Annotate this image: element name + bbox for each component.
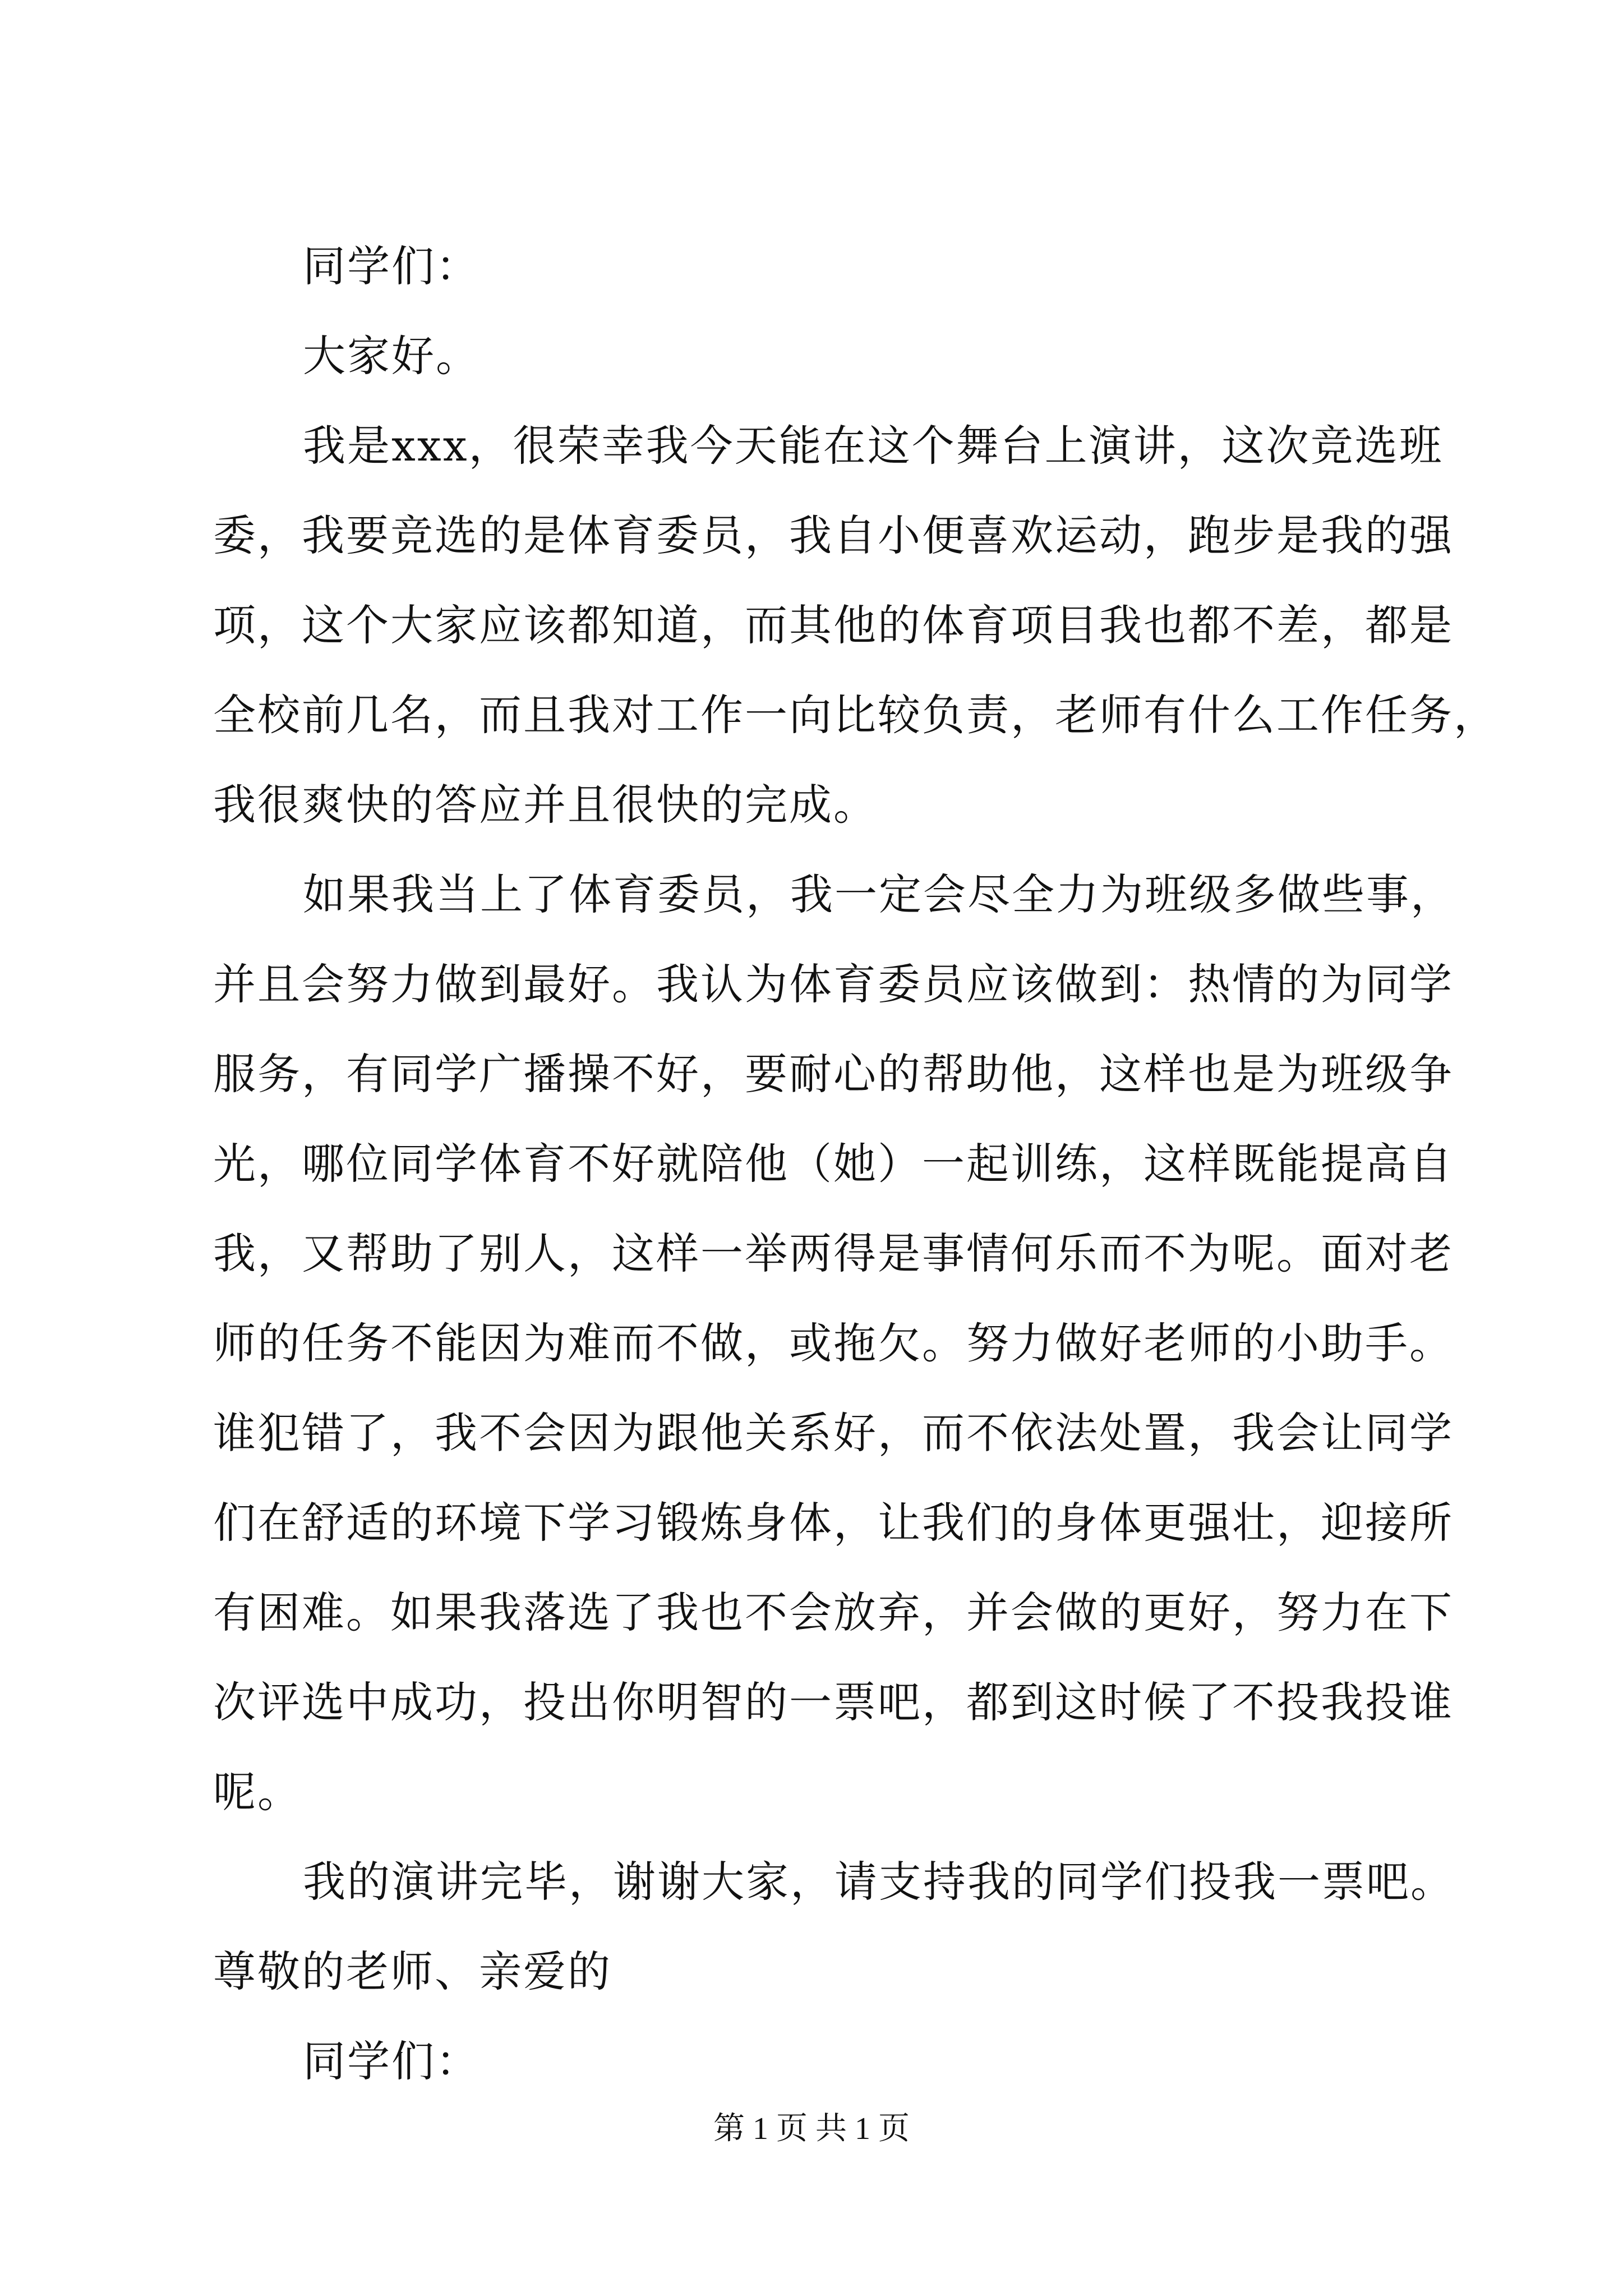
- address-line: 尊敬的老师、亲爱的: [213, 1947, 612, 1996]
- paragraph-1-line-3: 项，这个大家应该都知道，而其他的体育项目我也都不差，都是: [213, 600, 1454, 650]
- paragraph-2-line-2: 并且会努力做到最好。我认为体育委员应该做到：热情的为同学: [213, 959, 1454, 1009]
- paragraph-2-line-1: 如果我当上了体育委员，我一定会尽全力为班级多做些事，: [303, 869, 1455, 919]
- salutation-line: 同学们：: [303, 241, 480, 291]
- page-number-footer: 第 1 页 共 1 页: [713, 2111, 910, 2146]
- paragraph-2-line-4: 光，哪位同学体育不好就陪他（她）一起训练，这样既能提高自: [213, 1139, 1454, 1189]
- greeting-line: 大家好。: [303, 331, 480, 381]
- paragraph-1-line-1: 我是xxx，很荣幸我今天能在这个舞台上演讲，这次竞选班: [303, 421, 1444, 471]
- paragraph-2-line-11: 呢。: [213, 1767, 302, 1817]
- paragraph-2-line-8: 们在舒适的环境下学习锻炼身体，让我们的身体更强壮，迎接所: [213, 1498, 1454, 1548]
- paragraph-2-line-9: 有困难。如果我落选了我也不会放弃，并会做的更好，努力在下: [213, 1588, 1454, 1637]
- paragraph-2-line-6: 师的任务不能因为难而不做，或拖欠。努力做好老师的小助手。: [213, 1318, 1454, 1368]
- closing-line: 我的演讲完毕，谢谢大家，请支持我的同学们投我一票吧。: [303, 1857, 1455, 1907]
- document-body: [213, 222, 1498, 2106]
- paragraph-1-line-5: 我很爽快的答应并且很快的完成。: [213, 780, 878, 830]
- paragraph-2-line-5: 我，又帮助了别人，这样一举两得是事情何乐而不为呢。面对老: [213, 1228, 1454, 1278]
- second-salutation-line: 同学们：: [303, 2036, 480, 2086]
- paragraph-2-line-10: 次评选中成功，投出你明智的一票吧，都到这时候了不投我投谁: [213, 1677, 1454, 1727]
- paragraph-2-line-7: 谁犯错了，我不会因为跟他关系好，而不依法处置，我会让同学: [213, 1408, 1454, 1458]
- paragraph-1-line-2: 委，我要竞选的是体育委员，我自小便喜欢运动，跑步是我的强: [213, 510, 1454, 560]
- paragraph-1-line-4: 全校前几名，而且我对工作一向比较负责，老师有什么工作任务，: [213, 690, 1498, 740]
- paragraph-2-line-3: 服务，有同学广播操不好，要耐心的帮助他，这样也是为班级争: [213, 1049, 1454, 1099]
